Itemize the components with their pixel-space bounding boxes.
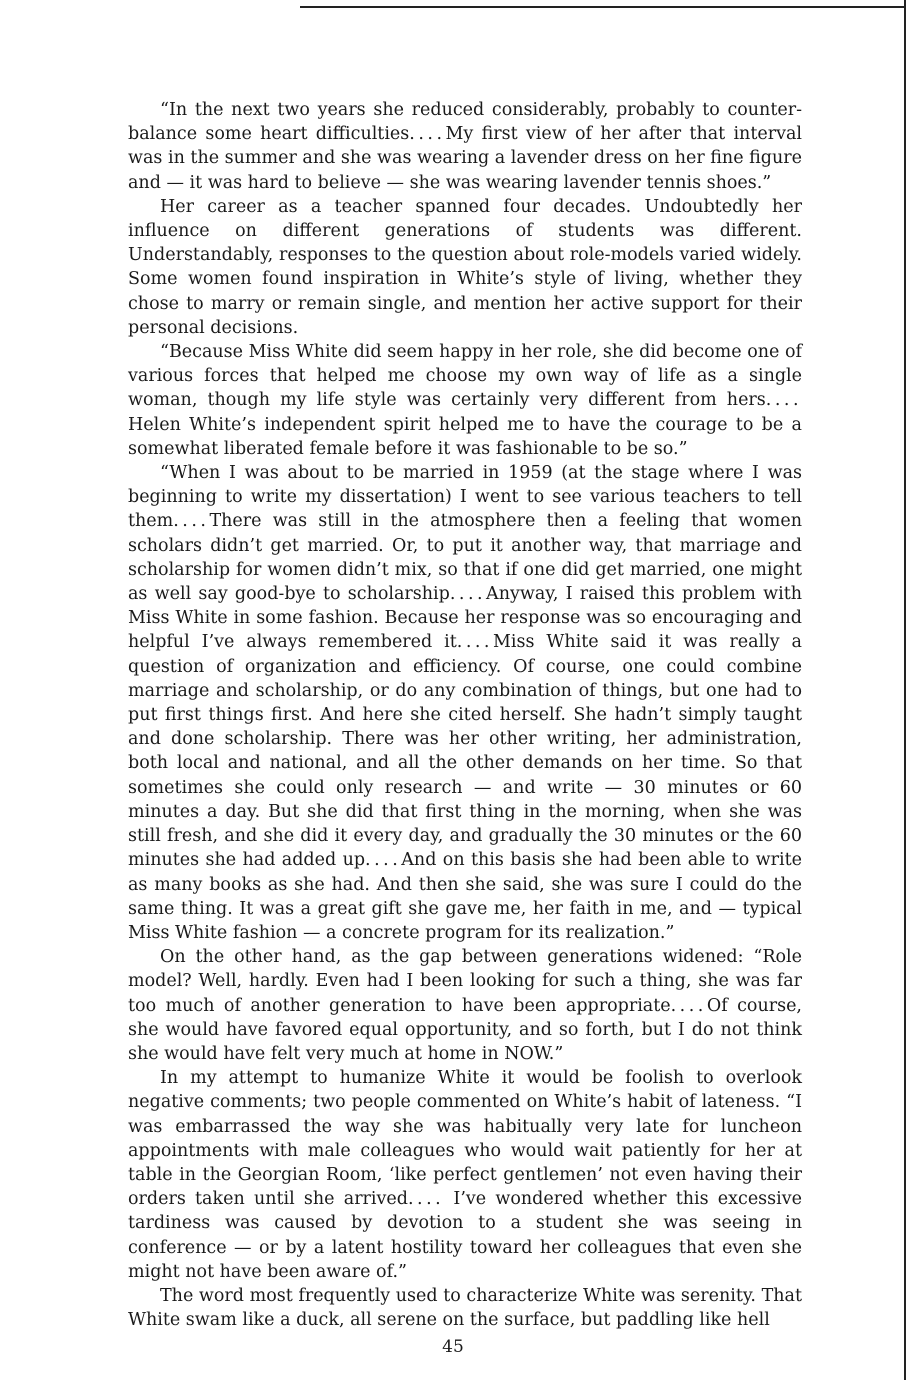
page-body-text [128,98,802,1332]
paragraph-2: Her career as a teacher spanned four decades. Undoubtedly her influence on different generations of students was different. Understandably, responses to the question about role-models varied widely. Some women found inspiration in White’s style of living, whether they chose to marry or remain single, and mention her active support for their personal decisions. [128,196,802,338]
top-border-rule [300,6,906,8]
paragraph-6: In my attempt to humanize White it would be foolish to overlook negative comments; two people commented on White’s habit of lateness. “I was embarrassed the way she was habitually very late for luncheon appointments with male colleagues who would wait patiently for her at table in the Georgian Room, ‘like perfect gentlemen’ not even having their orders taken until she arrived. . . . I’ve wondered whether this excessive tardiness was caused by devotion to a student she was seeing in conference — or by a latent hostility toward her colleagues that even she might not have been aware of.” [128,1068,802,1282]
page-number: 45 [442,1337,464,1357]
paragraph-3: “Because Miss White did seem happy in her role, she did become one of various forces that helped me choose my own way of life as a single woman, though my life style was certainly very different from hers. . . . Helen White’s independent spirit helped me to have the courage to be a somewhat liberated female before it was fashionable to be so.” [128,342,802,459]
paragraph-4: “When I was about to be married in 1959 (at the stage where I was beginning to write my dissertation) I went to see various teachers to tell them. . . . There was still in the atmosphere then a feeling that women scholars didn’t get married. Or, to put it another way, that marriage and scholarship for women didn’t mix, so that if one did get married, one might as well say good-bye to scholarship. . . . Anyway, I raised this problem with Miss White in some fashion. Because her response was so encouraging and helpful I’ve always remembered it. . . . Miss White said it was really a question of organization and efficiency. Of course, one could combine marriage and scholarship, or do any combination of things, but one had to put first things first. And here she cited herself. She hadn’t simply taught and done scholarship. There was her other writing, her administration, both local and national, and all the other demands on her time. So that sometimes she could only research — and write — 30 minutes or 60 minutes a day. But she did that first thing in the morning, when she was still fresh, and she did it every day, and gradually the 30 minutes or the 60 minutes she had added up. . . . And on this basis she had been able to write as many books as she had. And then she said, she was sure I could do the same thing. It was a great gift she gave me, her faith in me, and — typical Miss White fashion — a concrete program for its realization.” [128,463,802,943]
paragraph-5: On the other hand, as the gap between generations widened: “Role model? Well, hardly. Even had I been looking for such a thing, she was far too much of another generation to have been appropriate. . . . Of course, she would have favored equal opportunity, and so forth, but I do not think she would have felt very much at home in NOW.” [128,947,802,1064]
paragraph-1: “In the next two years she reduced considerably, probably to counter-balance some heart difficulties. . . . My first view of her after that interval was in the summer and she was wearing a lavender dress on her fine figure and — it was hard to believe — she was wearing lavender tennis shoes.” [128,100,802,193]
paragraph-7: The word most frequently used to characterize White was serenity. That White swam like a duck, all serene on the surface, but paddling like hell [128,1285,802,1331]
